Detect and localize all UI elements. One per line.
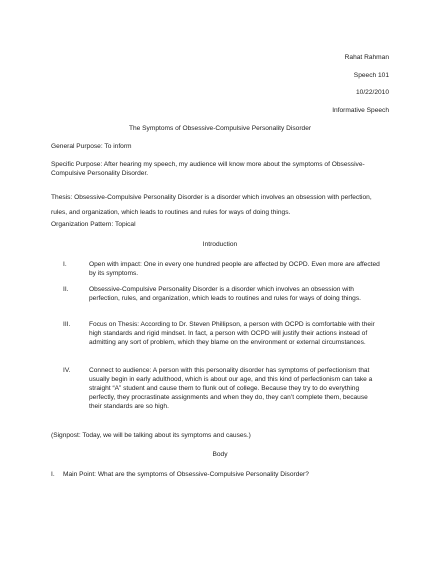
intro-item-text: Connect to audience: A person with this personality disorder has symptoms of perfectionism that usually begin in early adulthood, which is about our age, and this kind of perfectionism can take a straight “A” student and cause them to flunk out of college. Because they try to do everything perfectly, they procrastinate assignments and when they do, they can’t complete them, because their standards are so high. xyxy=(89,367,373,410)
intro-item-number: II. xyxy=(63,286,69,293)
main-point-number: I. xyxy=(51,471,55,478)
organization-pattern: Organization Pattern: Topical xyxy=(51,221,136,228)
intro-item-text: Obsessive-Compulsive Personality Disorder is a disorder which involves an obsession with perfection, rules, and organization, which leads to routines and rules for ways of doing things. xyxy=(89,286,361,302)
signpost: (Signpost: Today, we will be talking about its symptoms and causes.) xyxy=(51,432,251,439)
intro-item-number: III. xyxy=(63,321,71,328)
speech-type: Informative Speech xyxy=(332,107,389,114)
intro-item-text: Open with impact: One in every one hundred people are affected by OCPD. Even more are affected by its symptoms. xyxy=(89,261,380,277)
specific-purpose: Specific Purpose: After hearing my speech, my audience will know more about the symptoms of Obsessive-Compulsive Personality Disorder. xyxy=(51,161,365,177)
speech-date: 10/22/2010 xyxy=(355,89,389,96)
intro-item-number: I. xyxy=(63,261,67,268)
introduction-heading: Introduction xyxy=(202,241,238,248)
intro-item-text: Focus on Thesis: According to Dr. Steven Phillipson, a person with OCPD is comfortable with their high standards and rigid mindset. In fact, a person with OCPD will justify their actions instead of admitting any sort of problem, which they blame on the environment or external circumstances. xyxy=(89,321,375,346)
document-title: The Symptoms of Obsessive-Compulsive Personality Disorder xyxy=(128,125,312,132)
body-heading: Body xyxy=(212,451,228,458)
author-name: Rahat Rahman xyxy=(344,54,389,61)
intro-item-number: IV. xyxy=(63,367,71,374)
general-purpose: General Purpose: To inform xyxy=(51,143,132,150)
course-name: Speech 101 xyxy=(353,72,389,79)
main-point-text: Main Point: What are the symptoms of Obsessive-Compulsive Personality Disorder? xyxy=(63,471,309,478)
thesis: Thesis: Obsessive-Compulsive Personality Disorder is a disorder which involves an obsession with perfection, rules, and organization, which leads to routines and rules for ways of doing things. xyxy=(51,194,372,216)
